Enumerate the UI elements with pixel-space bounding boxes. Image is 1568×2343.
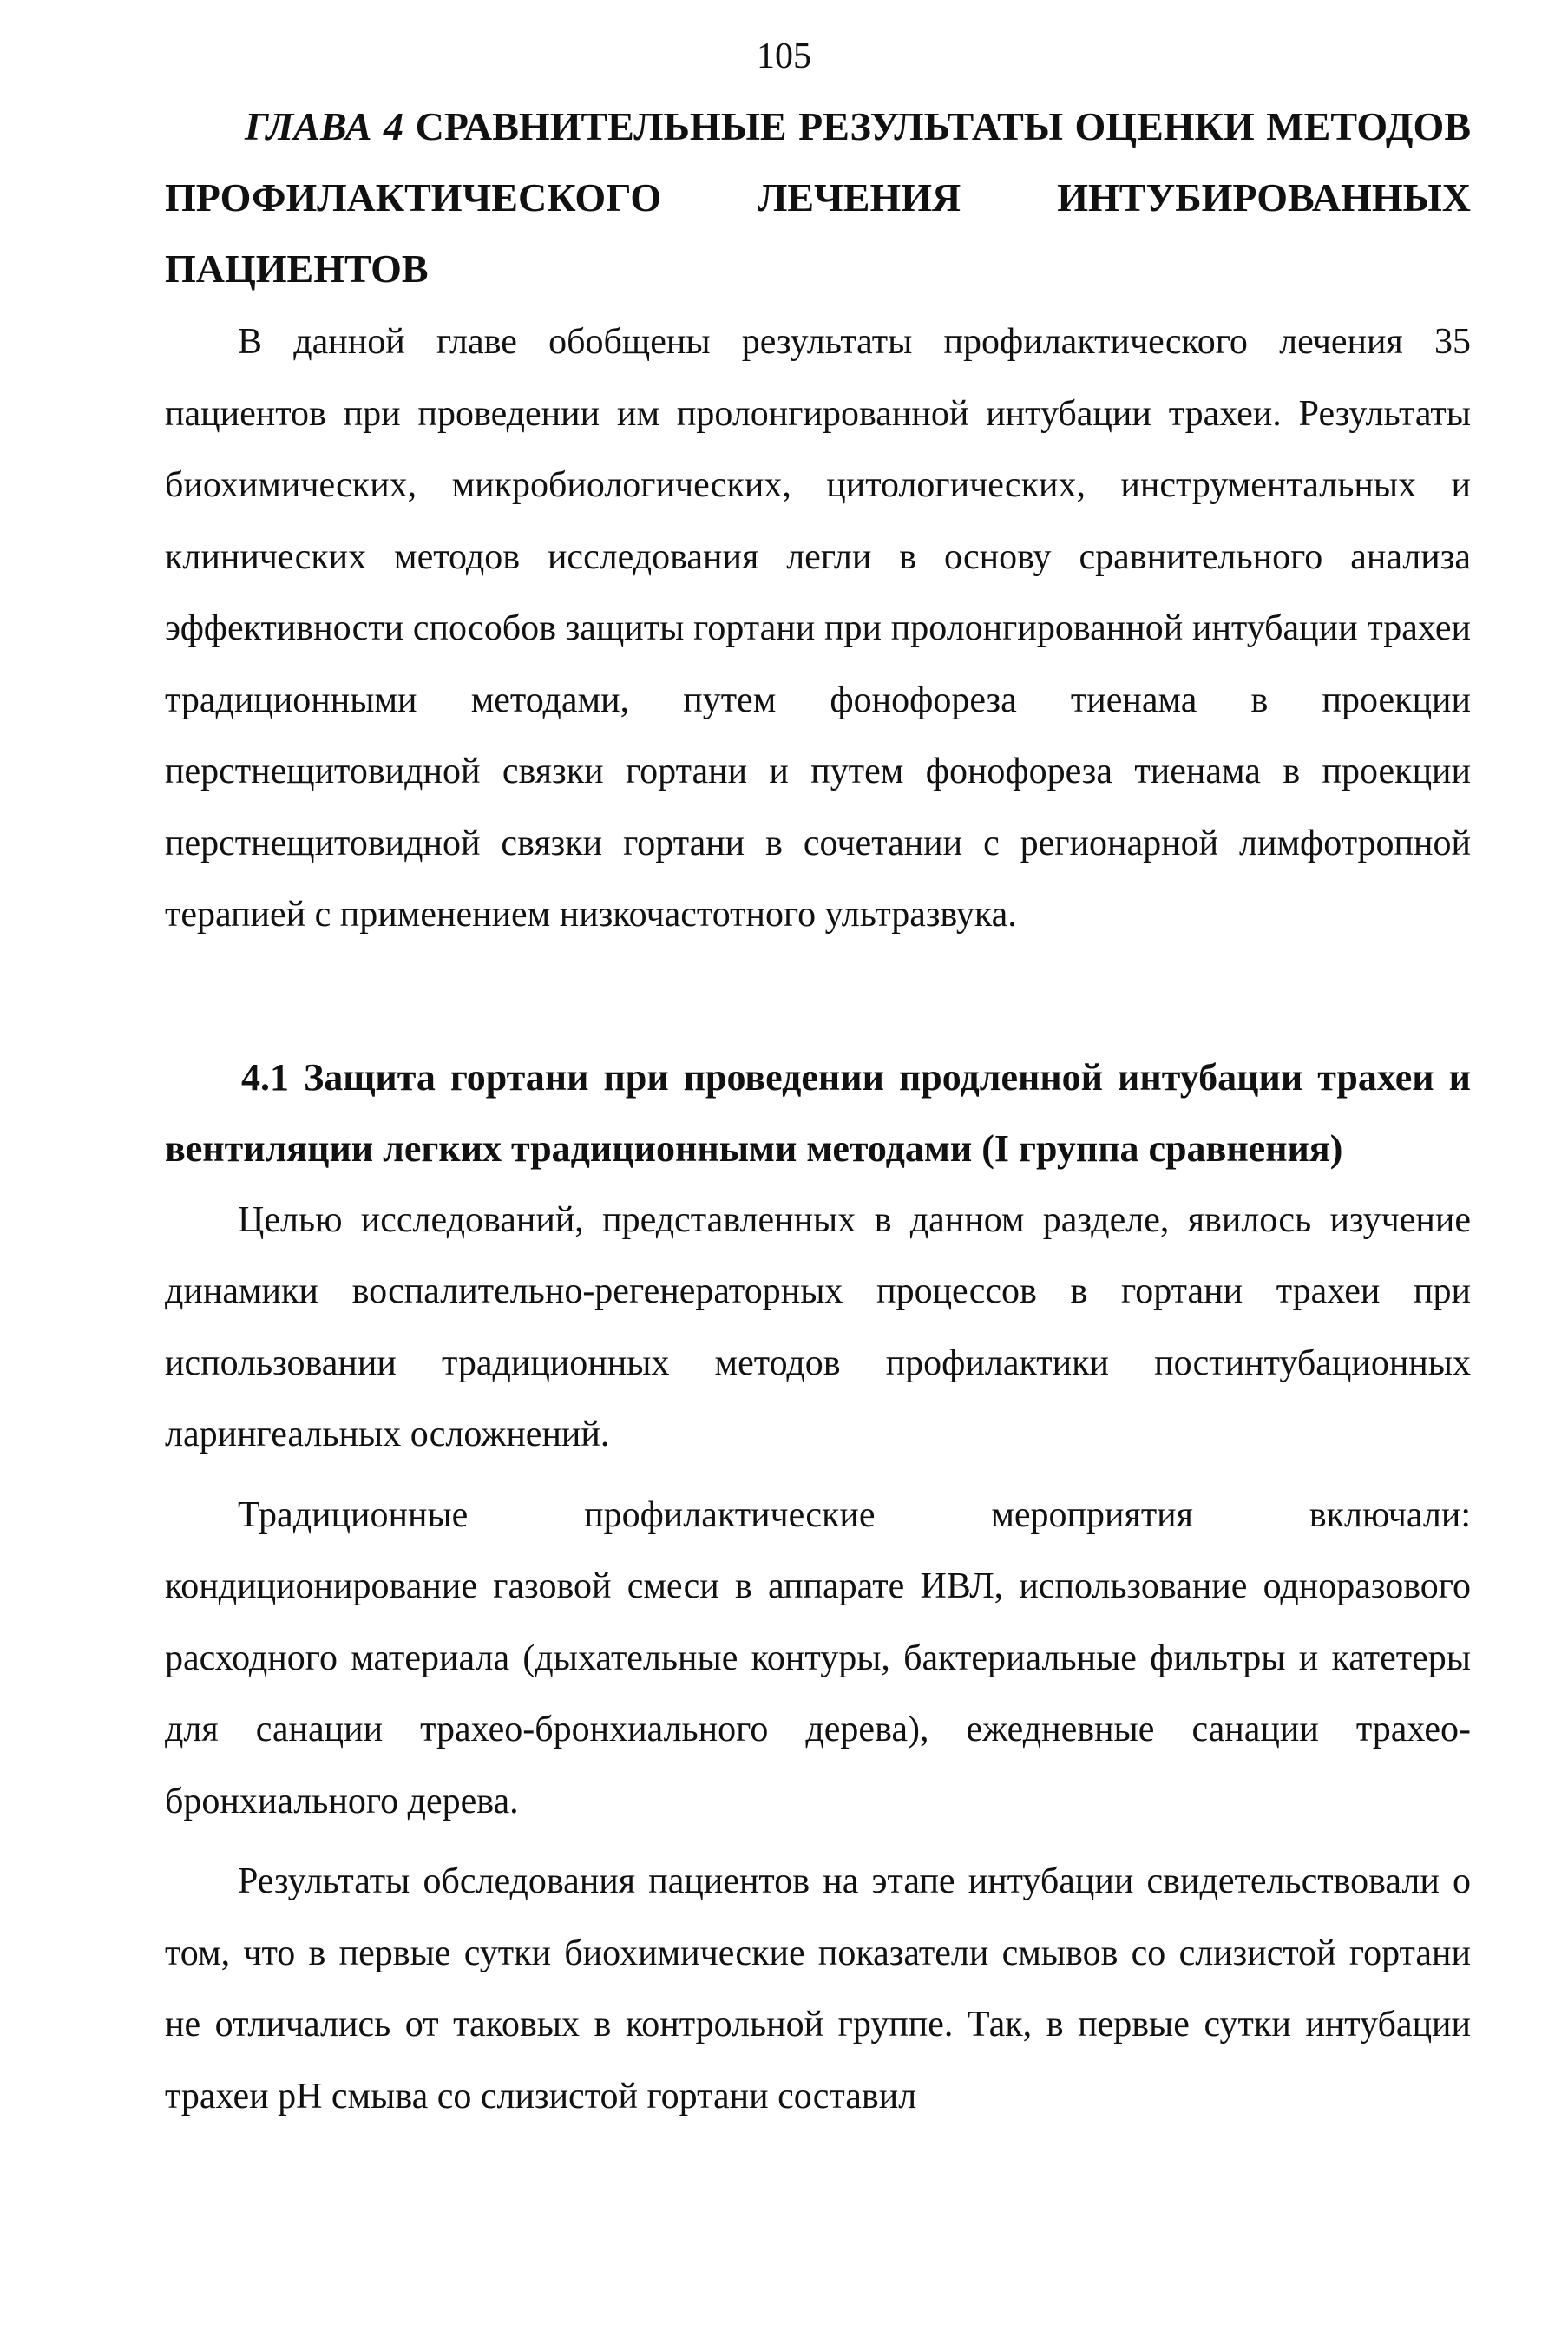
section-paragraph-3: Результаты обследования пациентов на этапе интубации свидетельствовали о том, что в первые сутки биохимические показатели смывов со слизистой гортани не отличались от таковых в контрольной группе. Так, в первые сутки интубации трахеи pH смыва со слизистой гортани составил <box>165 1861 1471 2117</box>
chapter-label: ГЛАВА 4 <box>245 104 404 148</box>
intro-paragraph: В данной главе обобщены результаты профилактического лечения 35 пациентов при проведении им пролонгированной интубации трахеи. Результаты биохимических, микробиологических, цитологических, инструментальных и клинических методов исследования легли в основу сравнительного анализа эффективности способов защиты гортани при пролонгированной интубации трахеи традиционными методами, путем фонофореза тиенама в проекции перстнещитовидной связки гортани и путем фонофореза тиенама в проекции перстнещитовидной связки гортани в сочетании с регионарной лимфотропной терапией с применением низкочастотного ультразвука. <box>165 322 1471 935</box>
section-heading: 4.1 Защита гортани при проведении продленной интубации трахеи и вентиляции легких традиционными методами (I группа сравнения) <box>165 1055 1471 1170</box>
section-paragraph-1: Целью исследований, представленных в данном разделе, явилось изучение динамики воспалительно-регенераторных процессов в гортани трахеи при использовании традиционных методов профилактики постинтубационных ларингеальных осложнений. <box>165 1199 1471 1454</box>
page-number: 105 <box>757 36 811 76</box>
section-paragraph-2: Традиционные профилактические мероприятия включали: кондиционирование газовой смеси в аппарате ИВЛ, использование одноразового расходного материала (дыхательные контуры, бактериальные фильтры и катетеры для санации трахео-бронхиального дерева), ежедневные санации трахео-бронхиального дерева. <box>165 1494 1471 1821</box>
page-content <box>165 91 1471 2132</box>
chapter-heading <box>165 91 1471 305</box>
chapter-title: СРАВНИТЕЛЬНЫЕ РЕЗУЛЬТАТЫ ОЦЕНКИ МЕТОДОВ ПРОФИЛАКТИЧЕСКОГО ЛЕЧЕНИЯ ИНТУБИРОВАННЫХ ПАЦИЕНТОВ <box>165 104 1471 291</box>
